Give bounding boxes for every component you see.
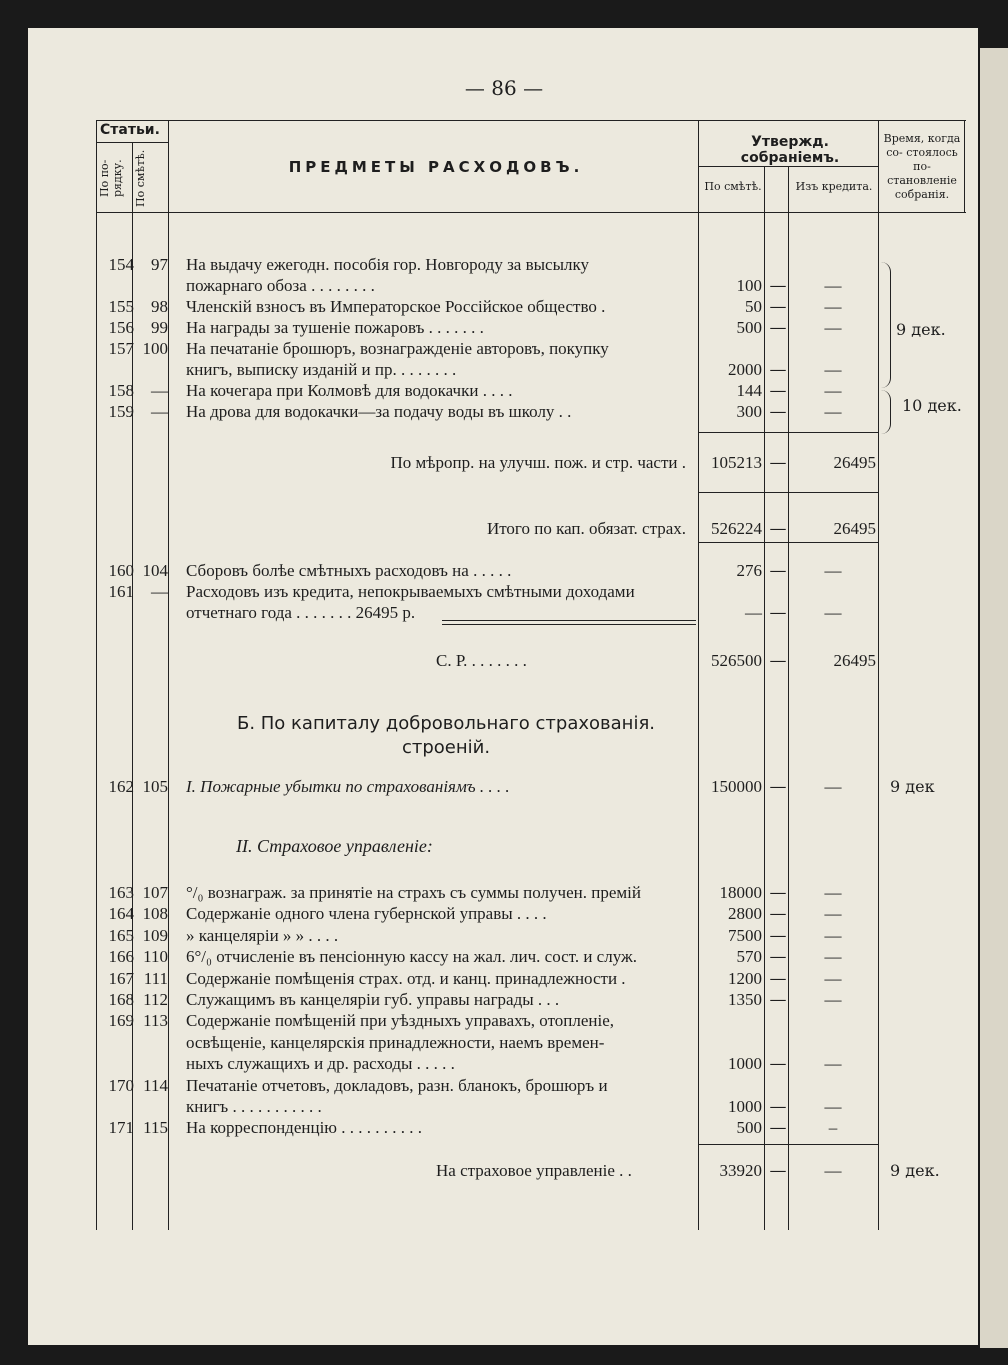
row-dash: — [769, 883, 787, 903]
row-amount-credit: — [824, 925, 842, 945]
row-dash: — [769, 1118, 787, 1139]
row-amount-credit: — [824, 297, 842, 316]
row-num-order: 167 [108, 968, 134, 988]
row-num-order: 161 [108, 582, 134, 601]
row-text: Содержаніе помѣщеній при уѣздныхъ управахъ, отопленіе, [186, 1011, 615, 1031]
row-num-order: 168 [108, 990, 134, 1009]
row-num-order: 156 [108, 318, 134, 337]
row-amount-credit: – [828, 1118, 838, 1138]
row-num-smeta: — [151, 582, 168, 601]
row-text: книгъ . . . . . . . . . . . [186, 1097, 322, 1116]
po-smete-col-header: По смѣтѣ. [704, 180, 762, 193]
subtotal-1-amt2: 26495 [833, 453, 876, 472]
table-row [96, 1096, 966, 1118]
row-162-note: 9 дек [890, 777, 935, 796]
row-text: На кочегара при Колмовѣ для водокачки . . . . [186, 381, 513, 400]
row-dash: — [769, 402, 787, 422]
sr-text: С. Р. . . . . . . . [436, 651, 527, 670]
subtotal-2-text: Итого по кап. обязат. страх. [486, 519, 686, 538]
row-amount-smeta: 144 [736, 381, 762, 400]
row-num-smeta: 98 [151, 297, 168, 316]
row-amount-smeta: 2000 [728, 360, 762, 379]
row-num-order: 165 [108, 925, 134, 945]
section-b-line2: строеній. [401, 737, 491, 758]
table-row [96, 946, 966, 968]
brace-note-1: 9 дек. [896, 320, 946, 339]
row-text: °/₀ вознаграж. за принятіе на страхъ съ суммы получен. премій [186, 883, 641, 902]
page-edge [980, 48, 1008, 1348]
row-text: пожарнаго обоза . . . . . . . . [186, 276, 375, 295]
subtotal-1-amt1: 105213 [711, 453, 762, 472]
row-num-order: 163 [108, 883, 134, 902]
expense-table [96, 120, 966, 1230]
row-text: освѣщеніе, канцелярскія принадлежности, наемъ времен- [186, 1032, 605, 1052]
row-text: На корреспонденцію . . . . . . . . . . [186, 1118, 422, 1138]
row-amount-credit: — [824, 1054, 842, 1074]
brace-note-2: 10 дек. [902, 396, 962, 415]
row-amount-smeta: 500 [736, 318, 762, 337]
subtotal-1-dash: — [769, 453, 787, 473]
table-row [96, 359, 966, 381]
row-dash: — [769, 947, 787, 968]
row-amount-smeta: 500 [736, 1118, 762, 1138]
table-row [96, 968, 966, 990]
row-amount-credit: — [824, 318, 842, 337]
sr-amt2: 26495 [833, 651, 876, 670]
row-amount-smeta: 2800 [728, 904, 762, 924]
table-row [96, 1032, 966, 1054]
row-num-order: 171 [108, 1118, 134, 1138]
row-num-smeta: — [151, 381, 168, 400]
row-dash: — [769, 561, 787, 581]
row-num-smeta: 110 [143, 947, 168, 967]
brace-2 [880, 390, 891, 434]
row-num-smeta: 99 [151, 318, 168, 337]
row-amount-smeta: 7500 [728, 925, 762, 945]
table-row [96, 317, 966, 339]
row-num-order: 160 [108, 561, 134, 580]
row-num-smeta: 115 [143, 1118, 168, 1138]
row-amount-smeta: — [745, 603, 762, 622]
row-text: ныхъ служащихъ и др. расходы . . . . . [186, 1054, 455, 1074]
total-upr-text: На страховое управленіе . . [436, 1161, 632, 1180]
row-num-smeta: 97 [151, 255, 168, 274]
row-dash: — [769, 318, 787, 338]
section-b-line1: Б. По капиталу добровольнаго страхованія. [236, 713, 655, 734]
row-162-text: I. Пожарные убытки по страхованіямъ . . . . [186, 777, 510, 796]
table-row [96, 925, 966, 947]
total-upr-amt1: 33920 [719, 1161, 762, 1180]
brace-1 [880, 262, 891, 388]
subtotal-row-1 [96, 452, 966, 474]
row-text: На дрова для водокачки—за подачу воды въ школу . . [186, 402, 572, 421]
total-upr-note: 9 дек. [890, 1161, 940, 1180]
total-upr-dash: — [769, 1161, 787, 1181]
subtotal-2-amt2: 26495 [833, 519, 876, 538]
table-row [96, 275, 966, 297]
row-amount-smeta: 1200 [728, 968, 762, 988]
row-num-smeta: 113 [143, 1011, 168, 1031]
row-num-smeta: 107 [142, 883, 168, 902]
row-num-order: 159 [108, 402, 134, 421]
row-amount-credit: — [824, 603, 842, 622]
page-number: — 86 — [464, 76, 544, 100]
sr-row [96, 650, 966, 672]
row-num-smeta: 111 [143, 968, 168, 988]
row-amount-credit: — [824, 561, 842, 580]
row-num-order: 164 [108, 904, 134, 924]
row-num-smeta: 109 [142, 925, 168, 945]
row-num-order: 155 [108, 297, 134, 316]
subtotal-1-text: По мѣропр. на улучш. пож. и стр. части . [390, 453, 686, 472]
row-dash: — [769, 1097, 787, 1117]
row-amount-smeta: 50 [745, 297, 762, 316]
row-num-smeta: 100 [142, 339, 168, 358]
table-row [96, 560, 966, 582]
table-row [96, 254, 966, 276]
statyi-header: Статьи. [100, 122, 160, 138]
row-amount-credit: — [824, 276, 842, 295]
row-dash: — [769, 925, 787, 946]
iz-kredita-header: Изъ кредита. [795, 180, 873, 193]
table-row [96, 1117, 966, 1139]
row-text: Сборовъ болѣе смѣтныхъ расходовъ на . . . . . [186, 561, 512, 580]
subtotal-row-2 [96, 518, 966, 540]
po-poryadku-header: По по- рядку. [98, 159, 124, 197]
row-162-n2: 105 [142, 777, 168, 796]
row-num-smeta: 112 [143, 990, 168, 1009]
section-ii-title: II. Страховое управленіе: [236, 836, 433, 856]
row-162-n1: 162 [108, 777, 134, 796]
row-num-smeta: 108 [142, 904, 168, 924]
row-num-order: 154 [108, 255, 134, 274]
row-amount-smeta: 276 [736, 561, 762, 580]
row-amount-smeta: 570 [736, 947, 762, 967]
row-dash: — [769, 297, 787, 317]
sr-amt1: 526500 [711, 651, 762, 670]
table-row [96, 380, 966, 402]
row-amount-smeta: 100 [736, 276, 762, 295]
row-text: Расходовъ изъ кредита, непокрываемыхъ смѣтными доходами [186, 582, 635, 601]
row-num-order: 166 [108, 947, 134, 967]
row-num-order: 157 [108, 339, 134, 358]
row-dash: — [769, 968, 787, 989]
row-amount-credit: — [824, 360, 842, 379]
row-text: книгъ, выписку изданій и пр. . . . . . . . [186, 360, 457, 379]
row-text: Печатаніе отчетовъ, докладовъ, разн. бланокъ, брошюръ и [186, 1075, 608, 1095]
row-amount-credit: — [824, 381, 842, 400]
table-row [96, 989, 966, 1011]
row-num-smeta: — [151, 402, 168, 421]
row-text: отчетнаго года . . . . . . . 26495 р. [186, 603, 416, 622]
row-162-amt2: — [824, 777, 842, 796]
row-dash: — [769, 904, 787, 925]
table-row [96, 338, 966, 360]
total-upr-row [96, 1160, 966, 1182]
row-amount-smeta: 1350 [728, 990, 762, 1009]
row-text: Служащимъ въ канцеляріи губ. управы награды . . . [186, 990, 560, 1009]
row-amount-credit: — [824, 1097, 842, 1116]
row-amount-credit: — [824, 883, 842, 902]
table-row [96, 581, 966, 603]
table-row [96, 1010, 966, 1032]
row-dash: — [769, 990, 787, 1010]
row-num-smeta: 104 [142, 561, 168, 580]
table-row [96, 1053, 966, 1075]
row-amount-smeta: 18000 [719, 883, 762, 902]
row-dash: — [769, 1054, 787, 1075]
row-text: На награды за тушеніе пожаровъ . . . . . . . [186, 318, 484, 337]
row-amount-credit: — [824, 947, 842, 967]
subtotal-2-dash: — [769, 519, 787, 539]
row-amount-smeta: 1000 [728, 1097, 762, 1116]
row-amount-credit: — [824, 968, 842, 988]
row-dash: — [769, 381, 787, 401]
row-num-order: 158 [108, 381, 134, 400]
row-dash: — [769, 360, 787, 380]
row-num-smeta: 114 [143, 1075, 168, 1095]
row-text: Содержаніе помѣщенія страх. отд. и канц. принадлежности . [186, 968, 626, 988]
vremya-header: Время, когда со- стоялось по- становленіе собранія. [883, 132, 961, 201]
subtotal-2-amt1: 526224 [711, 519, 762, 538]
row-amount-credit: — [824, 402, 842, 421]
table-row [96, 882, 966, 904]
row-162-dash: — [769, 777, 787, 797]
table-row [96, 401, 966, 423]
row-amount-credit: — [824, 904, 842, 924]
row-text: Содержаніе одного члена губернской управы . . . . [186, 904, 547, 924]
table-row [96, 903, 966, 925]
row-dash: — [769, 276, 787, 296]
row-text: Членскій взносъ въ Императорское Россійское общество . [186, 297, 606, 316]
table-row [96, 1075, 966, 1097]
row-num-order: 169 [108, 1011, 134, 1031]
total-upr-amt2: — [824, 1161, 842, 1180]
row-162-amt1: 150000 [711, 777, 762, 796]
row-text: На выдачу ежегодн. пособія гор. Новгороду за высылку [186, 255, 590, 274]
row-amount-credit: — [824, 990, 842, 1009]
table-title: ПРЕДМЕТЫ РАСХОДОВЪ. [288, 158, 584, 176]
row-dash: — [769, 603, 787, 623]
row-text: На печатаніе брошюръ, вознагражденіе авторовъ, покупку [186, 339, 609, 358]
po-smete-header: По смѣтѣ. [134, 149, 147, 207]
row-text: » канцеляріи » » . . . . [186, 925, 339, 945]
row-text: 6°/₀ отчисленіе въ пенсіонную кассу на жал. лич. сост. и служ. [186, 947, 637, 967]
row-num-order: 170 [108, 1075, 134, 1095]
utverzhd-header: Утвержд. собраніемъ. [740, 134, 840, 166]
sr-dash: — [769, 651, 787, 671]
table-row [96, 296, 966, 318]
row-amount-smeta: 300 [736, 402, 762, 421]
row-162 [96, 776, 966, 798]
row-amount-smeta: 1000 [728, 1054, 762, 1074]
